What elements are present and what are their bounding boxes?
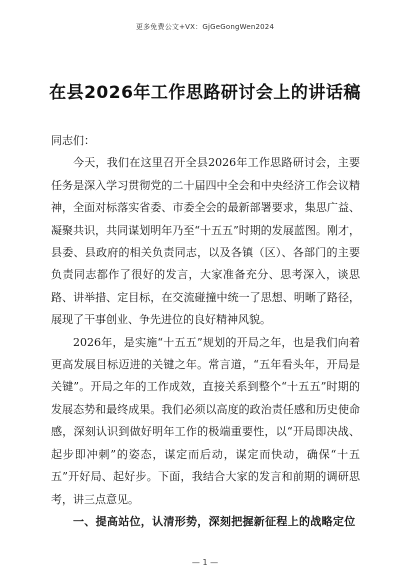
paragraph-2: 2026年，是实施“十五五”规划的开局之年，也是我们向着更高发展目标迈进的关键之年。常言道，“五年看头年，开局是关键”。开局之年的工作成效，直接关系到整个“十五五”时期的发展态势和最终成果。我们必须以高度的政治责任感和历史使命感，深刻认识到做好明年工作的极端重要性，以“开局即决战、起步即冲刺”的姿态，谋定而后动，谋定而快动，确保“十五五”开好局、起好步。下面，我结合大家的发言和前期的调研思考，讲三点意见。 xyxy=(51,335,360,506)
salutation: 同志们： xyxy=(51,134,95,147)
document-body xyxy=(51,130,360,533)
document-title: 在县2026年工作思路研讨会上的讲话稿 xyxy=(49,83,361,103)
page-number: — 1 — xyxy=(191,558,219,567)
paragraph-1: 今天，我们在这里召开全县2026年工作思路研讨会，主要任务是深入学习贯彻党的二十届四中全会和中央经济工作会议精神，全面对标落实省委、市委全会的最新部署要求，集思广益、凝聚共识，共同谋划明年乃至“十五五”时期的发展蓝图。刚才，县委、县政府的相关负责同志，以及各镇（区）、各部门的主要负责同志都作了很好的发言，大家准备充分、思考深入，谈思路、讲举措、定目标，在交流碰撞中统一了思想、明晰了路径，展现了干事创业、争先进位的良好精神风貌。 xyxy=(51,156,360,327)
section-heading: 一、提高站位，认清形势，深刻把握新征程上的战略定位 xyxy=(73,514,356,528)
header-note: 更多免费公文+VX：GjGeGongWen2024 xyxy=(135,23,275,31)
